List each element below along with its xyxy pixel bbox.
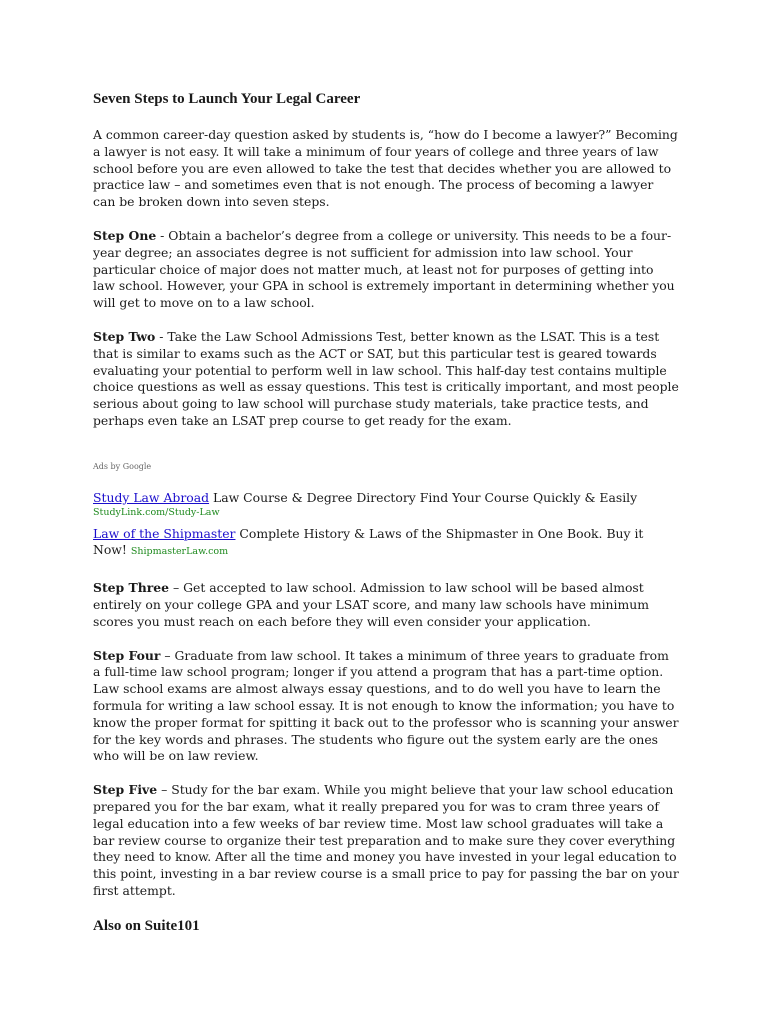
ads-by-google-label: Ads by Google bbox=[93, 461, 152, 471]
step-two-separator: - bbox=[155, 328, 168, 344]
step-four-text: Graduate from law school. It takes a minimum of three years to graduate from a full-time law school program; longer if you attend a program that has a part-time option. Law school exams are almost always essay questions, and to do well you have to learn the formula for writing a law school essay. It is not enough to know the information; you have to know the proper format for spitting it back out to the professor who is scanning your answer for the key words and phrases. The students who figure out the system early are the ones who will be on law review. bbox=[93, 647, 679, 764]
step-three-separator: – bbox=[169, 580, 184, 596]
step-one-separator: - bbox=[156, 227, 169, 243]
ad-url[interactable]: ShipmasterLaw.com bbox=[130, 546, 229, 558]
step-one-label: Step One bbox=[93, 227, 157, 243]
also-on-heading: Also on Suite101 bbox=[93, 917, 200, 934]
step-four-paragraph bbox=[93, 648, 679, 766]
ad-description: Complete History & Laws of the Shipmaster in One Book. Buy it Now! bbox=[93, 525, 644, 558]
step-five-paragraph bbox=[93, 782, 679, 900]
step-one-paragraph bbox=[93, 228, 679, 312]
step-four-label: Step Four bbox=[93, 647, 161, 663]
step-two-paragraph bbox=[93, 329, 679, 430]
ad-description: Law Course & Degree Directory Find Your Course Quickly & Easily bbox=[209, 489, 638, 505]
step-one-text: Obtain a bachelor’s degree from a college or university. This needs to be a four-year degree; an associates degree is not sufficient for admission into law school. Your particular choice of major does not matter much, at least not for purposes of getting into law school. However, your GPA in school is extremely important in determining whether you will get to move on to a law school. bbox=[93, 227, 675, 311]
ad-item-study-law-abroad bbox=[93, 490, 679, 518]
step-five-label: Step Five bbox=[93, 782, 158, 798]
step-three-text: Get accepted to law school. Admission to law school will be based almost entirely on your college GPA and your LSAT score, and many law schools have minimum scores you must reach on each before they will even consider your application. bbox=[93, 580, 649, 629]
step-two-text: Take the Law School Admissions Test, better known as the LSAT. This is a test that is similar to exams such as the ACT or SAT, but this particular test is geared towards evaluating your potential to perform well in law school. This half-day test contains multiple choice questions as well as essay questions. This test is critically important, and most people serious about going to law school will purchase study materials, take practice tests, and perhaps even take an LSAT prep course to get ready for the exam. bbox=[93, 328, 679, 428]
intro-paragraph: A common career-day question asked by students is, “how do I become a lawyer?” Becoming a lawyer is not easy. It will take a minimum of four years of college and three years of law school before you are even allowed to take the test that decides whether you are allowed to practice law – and sometimes even that is not enough. The process of becoming a lawyer can be broken down into seven steps. bbox=[93, 127, 678, 210]
article bbox=[93, 90, 679, 935]
article-title: Seven Steps to Launch Your Legal Career bbox=[93, 91, 361, 107]
ad-link-study-law-abroad[interactable]: Study Law Abroad bbox=[93, 489, 210, 505]
step-four-separator: – bbox=[160, 647, 175, 663]
ad-url[interactable]: StudyLink.com/Study-Law bbox=[93, 506, 220, 518]
step-five-text: Study for the bar exam. While you might believe that your law school education prepared you for the bar exam, what it really prepared you for was to cram three years of legal education into a few weeks of bar review time. Most law school graduates will take a bar review course to organize their test preparation and to make sure they cover everything they need to know. After all the time and money you have invested in your legal education to this point, investing in a bar review course is a small price to pay for passing the bar on your first attempt. bbox=[93, 782, 679, 898]
ad-item-law-of-the-shipmaster bbox=[93, 526, 679, 562]
step-five-separator: – bbox=[157, 782, 172, 798]
step-three-paragraph bbox=[93, 580, 679, 630]
ad-link-law-of-the-shipmaster[interactable]: Law of the Shipmaster bbox=[93, 525, 236, 541]
spacer bbox=[93, 569, 679, 580]
step-three-label: Step Three bbox=[93, 580, 170, 596]
step-two-label: Step Two bbox=[93, 328, 156, 344]
